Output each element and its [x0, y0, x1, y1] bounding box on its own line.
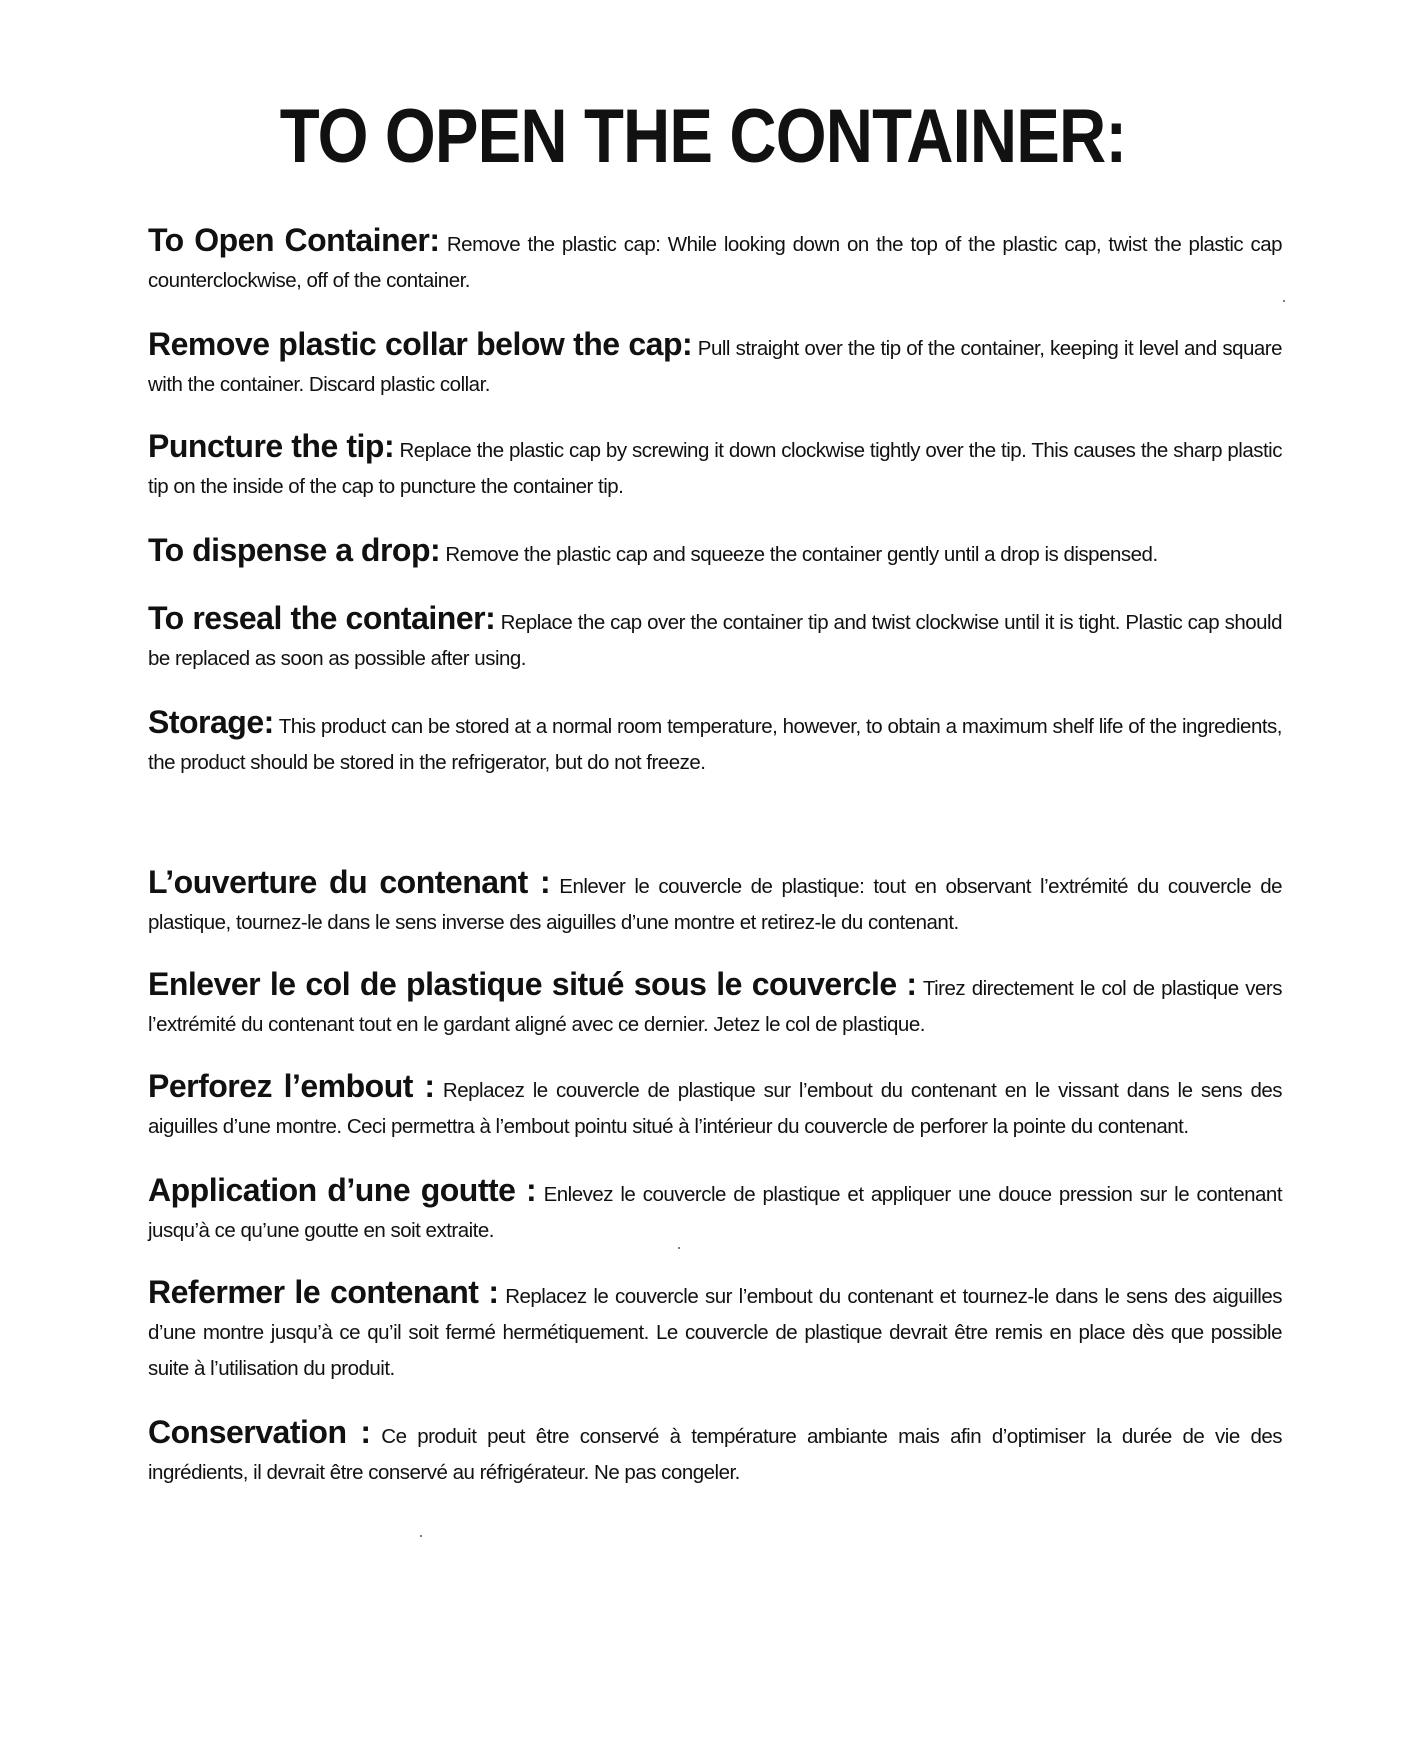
section-dispense-drop — [148, 532, 1282, 573]
section-text: Enlever le couvercle de plastique: tout en observant l’extrémité du couvercle de plastique, tournez-le dans le sens inverse des aiguilles d’une montre et retirez-le du contenant. — [148, 875, 1283, 934]
section-perforez — [148, 1068, 1282, 1145]
section-heading: Refermer le contenant : — [148, 1274, 499, 1310]
instruction-paragraph — [148, 864, 1282, 941]
section-text: Pull straight over the tip of the container, keeping it level and square with the container. Discard plastic collar. — [148, 337, 1283, 396]
instruction-paragraph — [148, 1414, 1282, 1491]
section-heading: Enlever le col de plastique situé sous le couvercle : — [148, 966, 917, 1002]
section-heading: Puncture the tip: — [148, 428, 395, 464]
section-heading: L’ouverture du contenant : — [148, 864, 551, 900]
section-text: Replacez le couvercle sur l’embout du contenant et tournez-le dans le sens des aiguilles d’une montre jusqu’à ce qu’il soit fermé hermétiquement. Le couvercle de plastique devrait être remis en place dès que possible suite à l’utilisation du produit. — [148, 1285, 1282, 1380]
instruction-paragraph — [148, 326, 1282, 403]
instruction-paragraph — [148, 1274, 1282, 1387]
section-text: Ce produit peut être conservé à température ambiante mais afin d’optimiser la durée de vie des ingrédients, il devrait être conservé au réfrigérateur. Ne pas congeler. — [148, 1425, 1282, 1484]
instruction-paragraph — [148, 704, 1282, 781]
instruction-paragraph — [148, 222, 1282, 299]
section-open-container — [148, 222, 1282, 299]
page-title: TO OPEN THE CONTAINER: — [279, 94, 1127, 179]
section-reseal — [148, 600, 1282, 677]
scan-speck — [420, 1535, 422, 1537]
section-text: Enlevez le couvercle de plastique et appliquer une douce pression sur le contenant jusqu’à ce qu’une goutte en soit extraite. — [148, 1183, 1283, 1242]
instruction-paragraph — [148, 966, 1282, 1043]
section-text: Replace the plastic cap by screwing it down clockwise tightly over the tip. This causes the sharp plastic tip on the inside of the cap to puncture the container tip. — [148, 439, 1282, 498]
section-heading: To dispense a drop: — [148, 532, 441, 568]
instruction-paragraph — [148, 600, 1282, 677]
section-refermer — [148, 1274, 1282, 1387]
section-enlever-col — [148, 966, 1282, 1043]
section-text: Replacez le couvercle de plastique sur l’embout du contenant en le vissant dans le sens des aiguilles d’une montre. Ceci permettra à l’embout pointu situé à l’intérieur du couvercle de perforer la pointe du contenant. — [148, 1079, 1283, 1138]
section-storage — [148, 704, 1282, 781]
section-text: Remove the plastic cap: While looking down on the top of the plastic cap, twist the plastic cap counterclockwise, off of the container. — [148, 233, 1283, 292]
section-puncture-tip — [148, 428, 1282, 505]
section-conservation — [148, 1414, 1282, 1491]
section-heading: To reseal the container: — [148, 600, 496, 636]
instruction-paragraph — [148, 532, 1282, 573]
instruction-paragraph — [148, 1068, 1282, 1145]
section-text: Remove the plastic cap and squeeze the container gently until a drop is dispensed. — [445, 543, 1158, 566]
section-heading: Remove plastic collar below the cap: — [148, 326, 693, 362]
section-remove-collar — [148, 326, 1282, 403]
section-heading: Perforez l’embout : — [148, 1068, 435, 1104]
section-text: This product can be stored at a normal room temperature, however, to obtain a maximum shelf life of the ingredients, the product should be stored in the refrigerator, but do not freeze. — [148, 715, 1282, 774]
section-heading: To Open Container: — [148, 222, 440, 258]
section-heading: Conservation : — [148, 1414, 371, 1450]
instruction-paragraph — [148, 428, 1282, 505]
section-text: Tirez directement le col de plastique vers l’extrémité du contenant tout en le gardant aligné avec ce dernier. Jetez le col de plastique. — [148, 977, 1283, 1036]
section-heading: Application d’une goutte : — [148, 1172, 537, 1208]
section-text: Replace the cap over the container tip and twist clockwise until it is tight. Plastic cap should be replaced as soon as possible after using. — [148, 611, 1282, 670]
section-heading: Storage: — [148, 704, 274, 740]
instruction-paragraph — [148, 1172, 1282, 1249]
scan-speck — [678, 1247, 680, 1249]
section-ouverture — [148, 864, 1282, 941]
scan-speck — [1283, 300, 1285, 302]
section-application — [148, 1172, 1282, 1249]
